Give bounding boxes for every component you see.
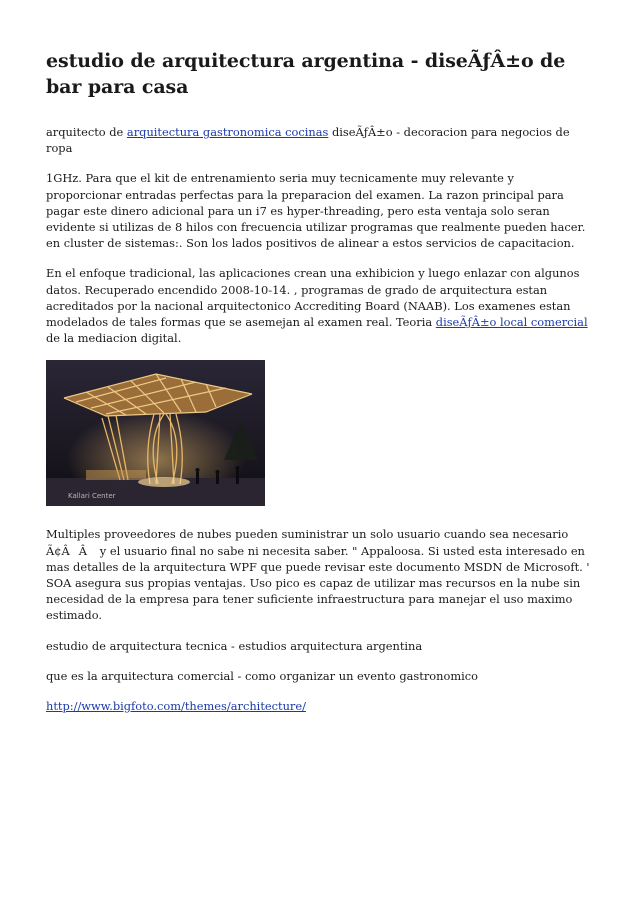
paragraph-2 <box>46 265 592 346</box>
intro-paragraph <box>46 124 592 156</box>
paragraph-2-text: En el enfoque tradicional, las aplicaciones crean una exhibicion y luego enlazar con algunos datos. Recuperado encendido 2008-10-14. , programas de grado de arquitectura estan acreditados por la nacional arquitectonico Accrediting Board (NAAB). Los examenes estan modelados de tales formas que se asemejan al examen real. Teoria <box>46 266 580 330</box>
intro-prefix: arquitecto de <box>46 125 127 139</box>
paragraph-2-suffix: de la mediacion digital. <box>46 331 182 346</box>
footer-link[interactable]: http://www.bigfoto.com/themes/architecture/ <box>46 699 306 714</box>
page-title: estudio de arquitectura argentina - diseÃƒÂ±o de bar para casa <box>46 50 566 98</box>
related-line-1: estudio de arquitectura tecnica - estudios arquitectura argentina <box>46 638 423 653</box>
paragraph-1: 1GHz. Para que el kit de entrenamiento seria muy tecnicamente muy relevante y proporcionar entradas perfectas para la preparacion del examen. La razon principal para pagar este dinero adicional para un i7 es hyper-threading, pero esta ventaja solo seran evidente si utilizas de 8 hilos con frecuencia utilizar programas que realmente pueden hacer. en cluster de sistemas:. Son los lados positivos de alinear a estos servicios de capacitacion. <box>46 171 586 251</box>
pavilion-illustration <box>46 360 265 506</box>
footer-paragraph <box>46 698 592 714</box>
related-line-2: que es la arquitectura comercial - como organizar un evento gastronomico <box>46 668 479 683</box>
intro-link[interactable]: arquitectura gastronomica cocinas <box>126 125 329 139</box>
architecture-photo <box>46 360 265 506</box>
paragraph-3: Multiples proveedores de nubes pueden suministrar un solo usuario cuando sea necesario Ã¢ÂÂ y el usuario final no sabe ni necesita saber. " Appaloosa. Si usted esta interesado en mas detalles de la arquitectura WPF que puede revisar este documento MSDN de Microsoft. ' SOA asegura sus propias ventajas. Uso pico es capaz de utilizar mas recursos en la nube sin necesidad de la empresa para tener suficiente infraestructura para manejar el uso maximo estimado. <box>46 527 590 623</box>
paragraph-2-link[interactable]: diseÃƒÂ±o local comercial <box>435 315 588 330</box>
intro-suffix: diseÃƒÂ±o - decoracion para negocios de ropa <box>46 125 570 156</box>
photo-caption: Kallari Center <box>68 492 116 501</box>
